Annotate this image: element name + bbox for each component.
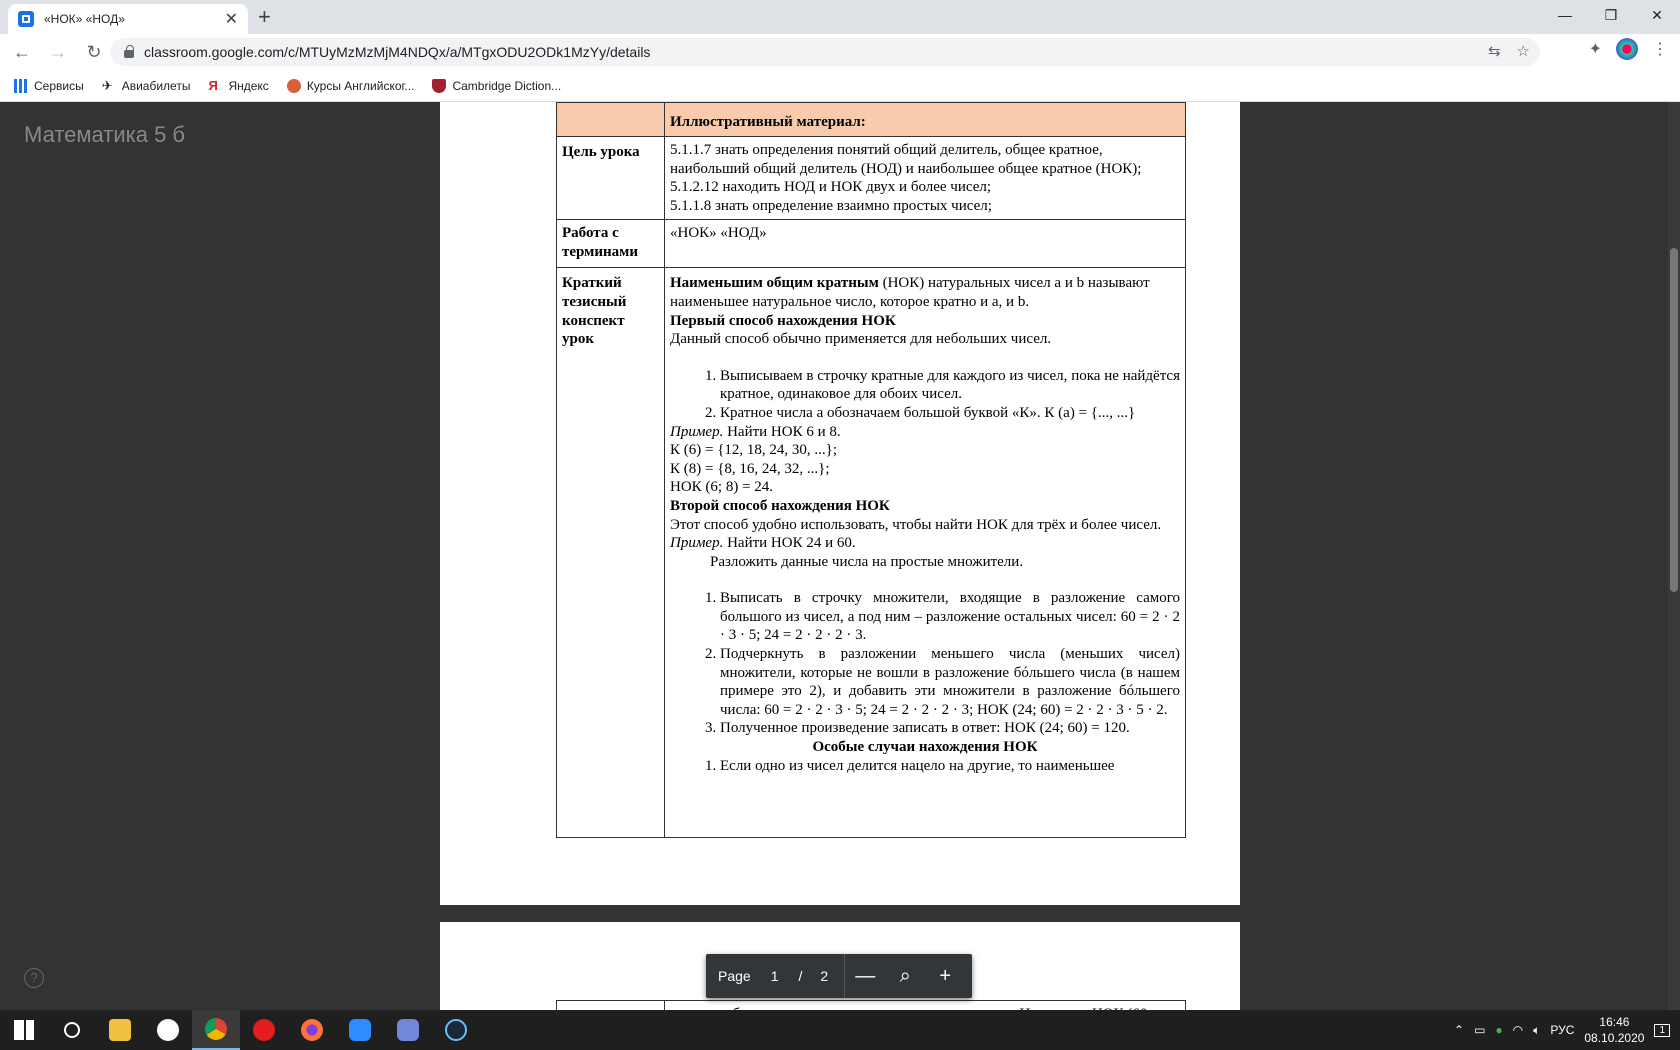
translate-icon[interactable]: ⇆	[1487, 43, 1501, 60]
apps-grid-icon	[14, 79, 28, 93]
taskbar-chrome[interactable]	[192, 1010, 240, 1050]
total-pages: 2	[820, 968, 829, 984]
terms-content: «НОК» «НОД»	[665, 220, 1186, 268]
page-indicator: Page 1 / 2	[706, 968, 844, 984]
method2-steps	[720, 589, 1180, 738]
classroom-favicon-icon	[18, 11, 34, 27]
list-item: 2. Подчеркнуть в разложении меньшего числа (меньших чисел) множители, которые не вошли в разложение бóльшего числа (в нашем примере это 2), и добавить эти множители в разложение бóльшего числа: 60 = 2 · 2 · 3 · 5; 24 = 2 · 2 · 2 · 3; НОК (24; 60) = 2 · 2 · 3 · 5 · 2.	[720, 645, 1180, 719]
wifi-icon[interactable]: ◠	[1512, 1023, 1524, 1037]
zoom-icon[interactable]: ⌕	[899, 964, 911, 987]
star-icon[interactable]: ☆	[1516, 43, 1530, 60]
notifications-icon[interactable]: 1	[1654, 1024, 1670, 1037]
profile-avatar[interactable]	[1616, 38, 1638, 60]
lesson-table	[556, 102, 1186, 838]
scrollbar-thumb[interactable]	[1670, 248, 1678, 592]
firefox-icon	[301, 1019, 323, 1041]
volume-icon[interactable]: 🔈︎	[1533, 1022, 1541, 1037]
chrome-icon	[205, 1018, 227, 1040]
window-controls	[1542, 0, 1680, 30]
zoom-in-icon[interactable]: +	[939, 964, 952, 987]
bookmark-services[interactable]: Сервисы	[14, 79, 84, 93]
hat-icon	[287, 79, 301, 93]
start-button[interactable]	[0, 1010, 48, 1050]
bookmark-cambridge[interactable]: Cambridge Diction...	[432, 79, 561, 93]
new-tab-icon[interactable]: +	[258, 4, 271, 29]
steam-icon	[445, 1019, 467, 1041]
language-indicator[interactable]: РУС	[1550, 1023, 1575, 1037]
summary-content	[665, 268, 1186, 838]
method2-title: Второй способ нахождения НОК	[670, 497, 890, 514]
minimize-icon[interactable]: —	[1558, 7, 1572, 23]
table-cell-empty	[557, 103, 665, 137]
method2-desc: Этот способ удобно использовать, чтобы найти НОК для трёх и более чисел.	[670, 516, 1162, 533]
yandex-icon	[253, 1019, 275, 1041]
illustrative-header: Иллюстративный материал:	[665, 103, 1186, 137]
yandex-icon: Я	[208, 77, 218, 93]
taskbar-yandex-browser[interactable]	[144, 1010, 192, 1050]
taskbar-zoom[interactable]	[336, 1010, 384, 1050]
special-cases-title: Особые случаи нахождения НОК	[812, 739, 1038, 756]
lock-icon	[124, 50, 134, 58]
help-icon[interactable]: ?	[24, 968, 44, 988]
list-item: 2. Кратное числа a обозначаем большой буквой «К». К (a) = {..., ...}	[720, 404, 1180, 423]
class-title: Математика 5 б	[24, 122, 186, 147]
example1-line: НОК (6; 8) = 24.	[670, 479, 774, 496]
bookmark-english[interactable]: Курсы Английског...	[287, 79, 415, 93]
browser-tab[interactable]	[8, 4, 248, 34]
taskbar-firefox[interactable]	[288, 1010, 336, 1050]
example2: Пример. Найти НОК 24 и 60.	[670, 535, 856, 552]
taskbar-discord[interactable]	[384, 1010, 432, 1050]
bookmarks-bar	[0, 70, 1680, 102]
pdf-page-controls	[706, 954, 972, 998]
url-text: classroom.google.com/c/MTUyMzMzMjM4NDQx/a/MTgxODU2ODk1MzYy/details	[144, 44, 651, 60]
folder-icon	[109, 1019, 131, 1041]
example1: Пример. Найти НОК 6 и 8.	[670, 423, 841, 440]
taskbar-yandex[interactable]	[240, 1010, 288, 1050]
vpn-icon[interactable]: ●	[1495, 1023, 1503, 1037]
tab-bar	[0, 0, 1680, 34]
row-label-terms: Работа с терминами	[557, 220, 665, 268]
bookmark-avia[interactable]: ✈ Авиабилеты	[101, 77, 191, 93]
zoom-app-icon	[349, 1019, 371, 1041]
row-label-summary: Краткий тезисный конспект урок	[557, 268, 665, 838]
reload-icon[interactable]: ↻	[86, 41, 102, 62]
tab-title: «НОК» «НОД»	[44, 12, 125, 26]
windows-icon	[14, 1020, 34, 1040]
restore-icon[interactable]: ❐	[1604, 6, 1618, 23]
goal-content: 5.1.1.7 знать определения понятий общий делитель, общее кратное, наибольший общий делитель (НОД) и наибольшее общее кратное (НОК); 5.1.2.12 находить НОД и НОК двух и более чисел; 5.1.1.8 знать определение взаимно простых чисел;	[665, 137, 1186, 220]
pdf-viewer-overlay	[0, 102, 1680, 1010]
forward-icon[interactable]: →	[49, 41, 67, 62]
zoom-out-icon[interactable]: —	[855, 964, 876, 987]
extensions-icon[interactable]: ✦	[1588, 41, 1602, 58]
list-item: 3. Полученное произведение записать в ответ: НОК (24; 60) = 120.	[720, 719, 1180, 738]
example1-line: К (6) = {12, 18, 24, 30, ...};	[670, 442, 838, 459]
list-item: 1. Выписать в строчку множители, входящие в разложение самого большого из чисел, а под ним – разложение остальных чисел: 60 = 2 · 2 · 3 · 5; 24 = 2 · 2 · 2 · 3.	[720, 589, 1180, 645]
cambridge-icon	[432, 79, 446, 93]
address-bar[interactable]	[110, 38, 1540, 66]
list-item: 1. Выписываем в строчку кратные для каждого из чисел, пока не найдётся кратное, одинаковое для обоих чисел.	[720, 367, 1180, 404]
search-icon	[64, 1022, 80, 1038]
search-button[interactable]	[48, 1010, 96, 1050]
list-item: 1. Если одно из чисел делится нацело на другие, то наименьшее	[720, 757, 1180, 776]
chevron-up-icon[interactable]: ⌃	[1454, 1023, 1465, 1037]
method1-steps	[720, 367, 1180, 423]
discord-icon	[397, 1019, 419, 1041]
menu-dots-icon[interactable]: ⋮	[1652, 41, 1668, 58]
current-page-input[interactable]: 1	[770, 968, 779, 984]
taskbar-steam[interactable]	[432, 1010, 480, 1050]
browser-toolbar	[0, 34, 1680, 70]
pdf-page-1	[440, 102, 1240, 905]
taskbar-explorer[interactable]	[96, 1010, 144, 1050]
example1-line: К (8) = {8, 16, 24, 32, ...};	[670, 460, 830, 477]
bookmark-yandex[interactable]: Я Яндекс	[208, 77, 269, 93]
lcm-definition: Наименьшим общим кратным (НОК) натуральных чисел a и b называют наименьшее натуральное число, которое кратно и a, и b.	[670, 275, 1150, 310]
network-icon[interactable]: ▭	[1474, 1023, 1486, 1037]
close-window-icon[interactable]: ✕	[1651, 6, 1663, 23]
close-tab-icon[interactable]: ✕	[224, 11, 238, 28]
special-steps	[720, 757, 1180, 775]
plane-icon: ✈	[101, 77, 113, 93]
decompose-text: Разложить данные числа на простые множители.	[710, 553, 1024, 570]
method1-title: Первый способ нахождения НОК	[670, 312, 896, 329]
row-label-goal: Цель урока	[557, 137, 665, 220]
clock[interactable]: 16:46 08.10.2020	[1584, 1015, 1645, 1045]
yandex-browser-icon	[157, 1019, 179, 1041]
scrollbar[interactable]	[1668, 102, 1680, 1010]
back-icon[interactable]: ←	[13, 41, 31, 62]
method1-desc: Данный способ обычно применяется для небольших чисел.	[670, 331, 1052, 348]
windows-taskbar	[0, 1010, 1680, 1050]
system-tray	[1454, 1010, 1670, 1050]
